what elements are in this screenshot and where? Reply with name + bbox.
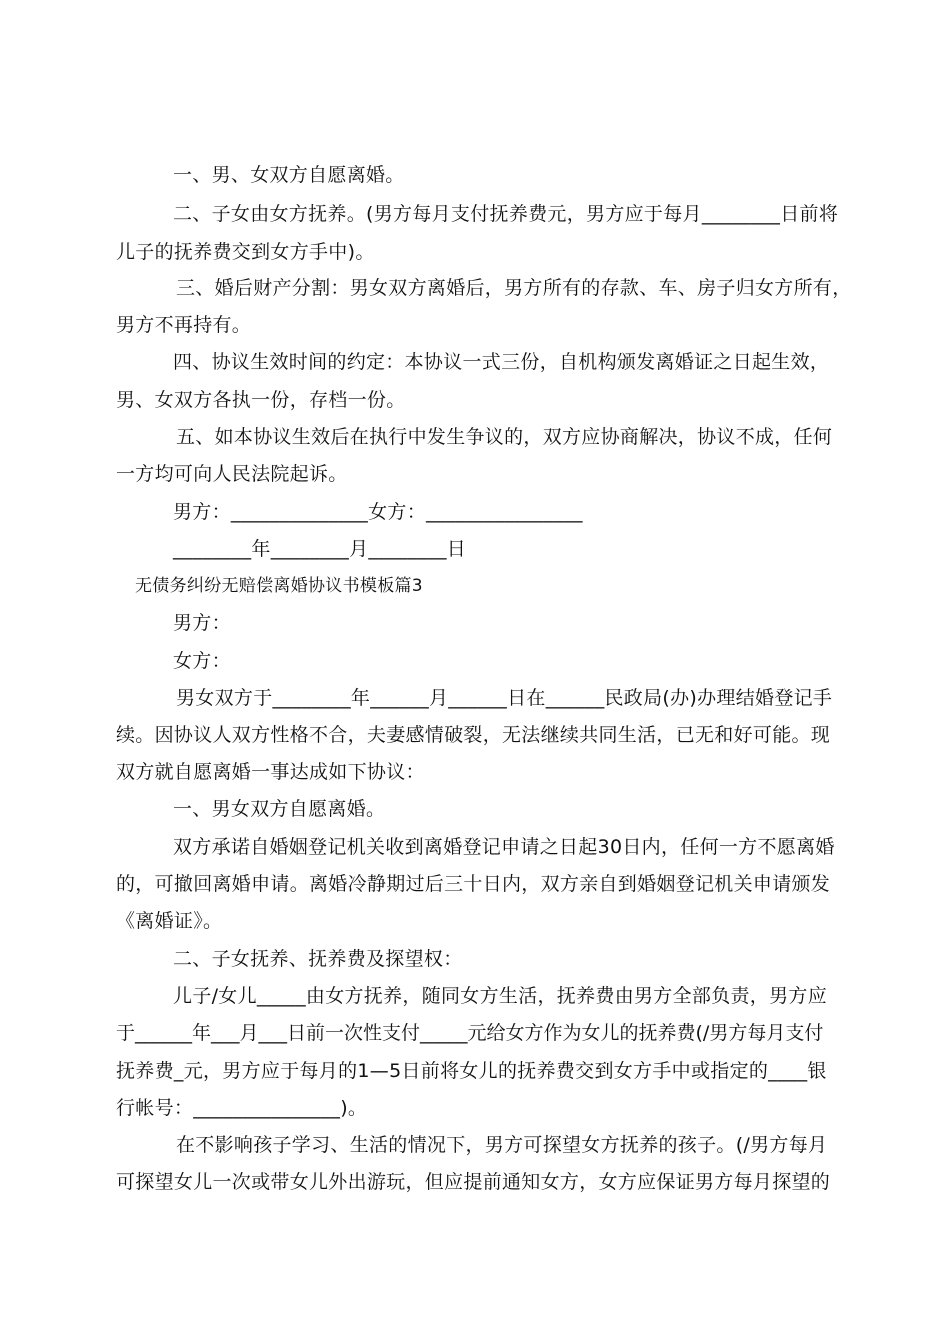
article-2-line-4: 行帐号：_______________)。 — [116, 1097, 368, 1119]
article-1-line-1: 双方承诺自婚姻登记机关收到离婚登记申请之日起30日内，任何一方不愿离婚 — [173, 836, 835, 858]
signature-line: 男方：______________女方：________________ — [173, 501, 583, 523]
clause-2-line-2: 儿子的抚养费交到女方手中)。 — [116, 241, 375, 263]
female-party-label: 女方： — [173, 650, 231, 672]
clause-1-line: 一、男、女双方自愿离婚。 — [173, 164, 405, 186]
article-2-heading: 二、子女抚养、抚养费及探望权： — [173, 948, 463, 970]
male-party-label: 男方： — [173, 612, 231, 634]
article-1-heading: 一、男女双方自愿离婚。 — [173, 798, 386, 820]
article-1-line-3: 《离婚证》。 — [116, 910, 223, 932]
article-1-line-2: 的，可撤回离婚申请。离婚冷静期过后三十日内，双方亲自到婚姻登记机关申请颁发 — [116, 873, 831, 895]
date-line: ________年________月________日 — [173, 538, 467, 560]
clause-3-line-1: 三、婚后财产分割：男女双方离婚后，男方所有的存款、车、房子归女方所有， — [176, 277, 852, 299]
article-2-line-3: 抚养费_元，男方应于每月的1—5日前将女儿的抚养费交到女方手中或指定的____银 — [116, 1060, 827, 1082]
clause-4-line-1: 四、协议生效时间的约定：本协议一式三份，自机构颁发离婚证之日起生效， — [173, 351, 830, 373]
clause-5-line-1: 五、如本协议生效后在执行中发生争议的，双方应协商解决，协议不成，任何 — [176, 426, 833, 448]
visitation-line-1: 在不影响孩子学习、生活的情况下，男方可探望女方抚养的孩子。(/男方每月 — [176, 1134, 828, 1156]
clause-5-line-2: 一方均可向人民法院起诉。 — [116, 463, 348, 485]
clause-2-line-1: 二、子女由女方抚养。(男方每月支付抚养费元，男方应于每月________日前将 — [173, 203, 839, 225]
clause-3-line-2: 男方不再持有。 — [116, 314, 252, 336]
visitation-line-2: 可探望女儿一次或带女儿外出游玩，但应提前通知女方，女方应保证男方每月探望的 — [116, 1171, 831, 1193]
clause-4-line-2: 男、女双方各执一份，存档一份。 — [116, 389, 406, 411]
article-2-line-2: 于______年___月___日前一次性支付_____元给女方作为女儿的抚养费(/男方每月支付 — [116, 1022, 824, 1044]
section-title: 无债务纠纷无赔偿离婚协议书模板篇3 — [135, 576, 423, 596]
intro-line-2: 续。因协议人双方性格不合，夫妻感情破裂，无法继续共同生活，已无和好可能。现 — [116, 724, 831, 746]
article-2-line-1: 儿子/女儿_____由女方抚养，随同女方生活，抚养费由男方全部负责，男方应 — [173, 985, 828, 1007]
intro-line-3: 双方就自愿离婚一事达成如下协议： — [116, 761, 425, 783]
intro-line-1: 男女双方于________年______月______日在______民政局(办)办理结婚登记手 — [176, 687, 833, 709]
